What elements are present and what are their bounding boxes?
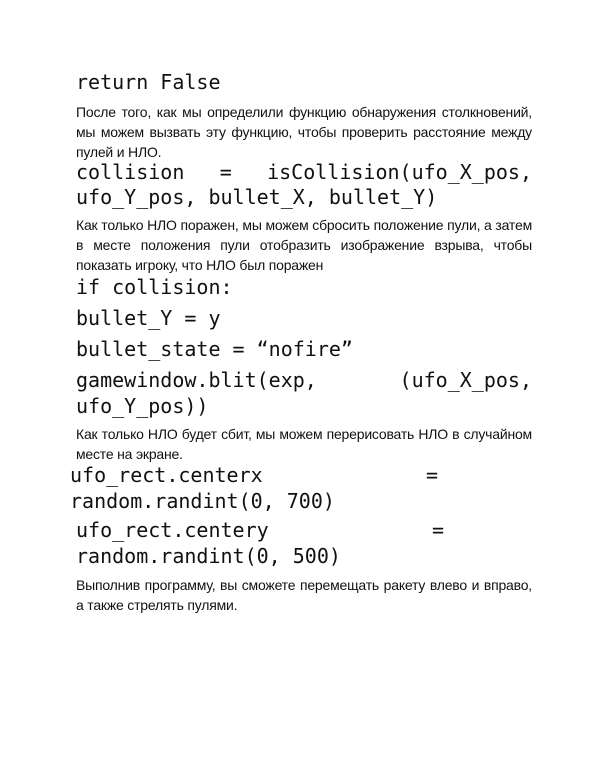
code-collision-line2: ufo_Y_pos, bullet_X, bullet_Y) bbox=[76, 185, 438, 209]
code-return-false: return False bbox=[76, 70, 221, 94]
paragraph-redraw-ufo: Как только НЛО будет сбит, мы можем перерисовать НЛО в случайном месте на экране. bbox=[76, 426, 532, 462]
code-centerx-line2: random.randint(0, 700) bbox=[70, 489, 335, 513]
code-centery-line2: random.randint(0, 500) bbox=[76, 544, 341, 568]
code-bullet-state: bullet_state = “nofire” bbox=[76, 337, 353, 361]
code-bullet-y: bullet_Y = y bbox=[76, 306, 221, 330]
paragraph-collision-intro: После того, как мы определили функцию обнаружения столкновений, мы можем вызвать эту функцию, чтобы проверить расстояние между пулей и НЛО. bbox=[76, 104, 532, 160]
code-if-collision: if collision: bbox=[76, 275, 233, 299]
code-centerx-line1: ufo_rect.centerx = bbox=[70, 463, 438, 487]
paragraph-reset-bullet: Как только НЛО поражен, мы можем сбросить положение пули, а затем в месте положения пули отобразить изображение взрыва, чтобы показать игроку, что НЛО был поражен bbox=[76, 217, 532, 273]
code-blit-line1: gamewindow.blit(exp, (ufo_X_pos, bbox=[76, 368, 532, 392]
paragraph-conclusion: Выполнив программу, вы сможете перемещать ракету влево и вправо, а также стрелять пулями. bbox=[76, 577, 532, 613]
code-collision-line1: collision = isCollision(ufo_X_pos, bbox=[76, 160, 532, 184]
code-centery-line1: ufo_rect.centery = bbox=[76, 518, 444, 542]
code-blit-line2: ufo_Y_pos)) bbox=[76, 394, 209, 418]
